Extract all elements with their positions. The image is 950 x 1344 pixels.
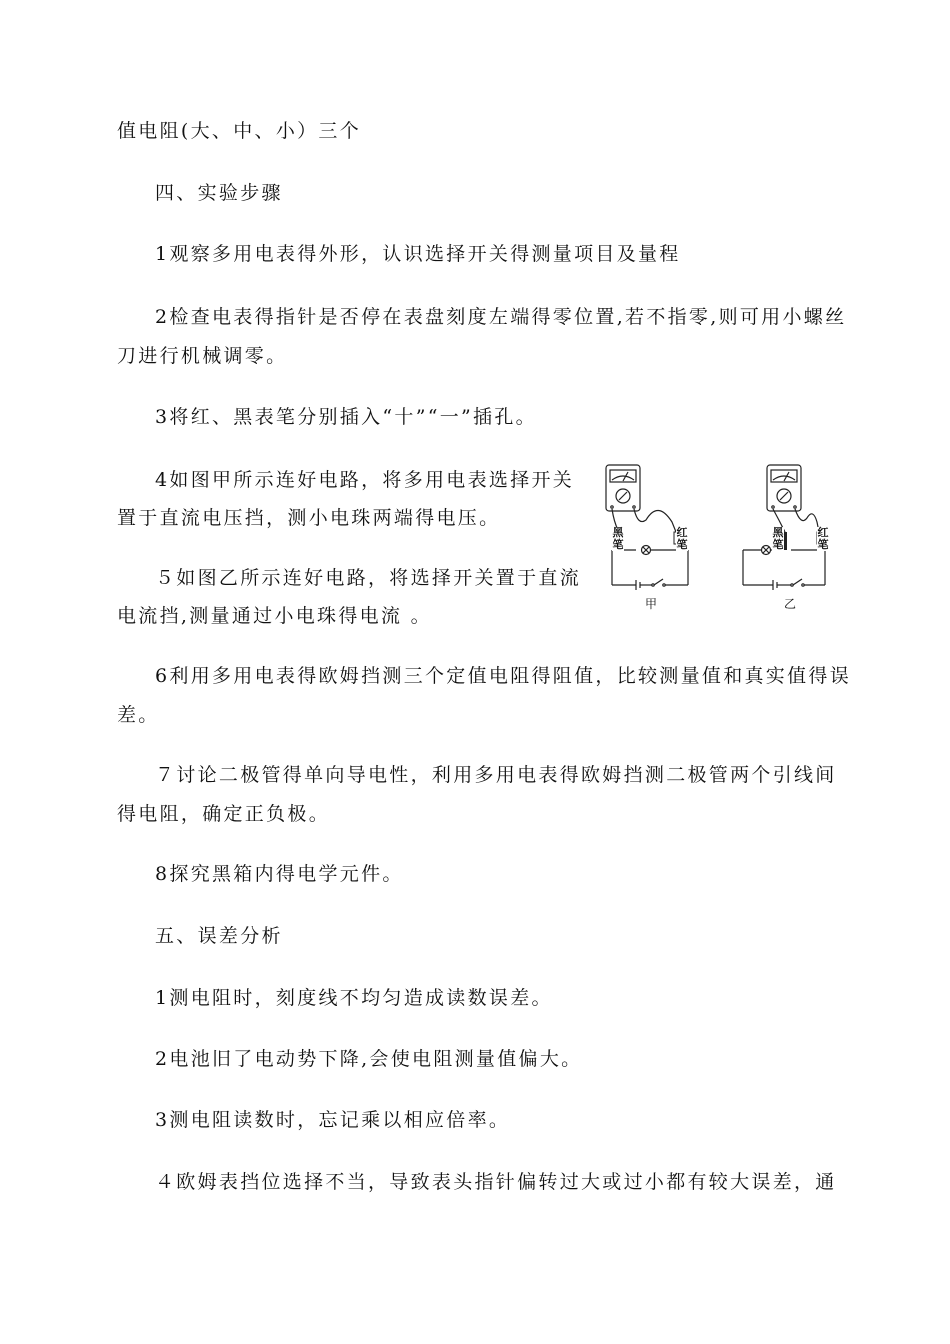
error-1: 1测电阻时，刻度线不均匀造成读数误差。 bbox=[155, 987, 553, 1009]
step-2-line-1: 2检查电表得指针是否停在表盘刻度左端得零位置,若不指零,则可用小螺丝 bbox=[155, 306, 847, 328]
step-4-line-2: 置于直流电压挡，测小电珠两端得电压。 bbox=[117, 507, 501, 529]
step-1: 1观察多用电表得外形，认识选择开关得测量项目及量程 bbox=[155, 243, 681, 265]
probe-label-black-jia: 黑笔 bbox=[612, 526, 624, 551]
error-2: 2电池旧了电动势下降,会使电阻测量值偏大。 bbox=[155, 1048, 583, 1070]
section-heading-error: 五、误差分析 bbox=[155, 925, 283, 947]
error-4: ４欧姆表挡位选择不当，导致表头指针偏转过大或过小都有较大误差，通 bbox=[155, 1171, 837, 1193]
section-heading-steps: 四、实验步骤 bbox=[155, 182, 283, 204]
circuit-diagram-jia bbox=[600, 460, 720, 590]
step-6-line-1: 6利用多用电表得欧姆挡测三个定值电阻得阻值，比较测量值和真实值得误 bbox=[155, 665, 851, 687]
step-7-line-2: 得电阻，确定正负极。 bbox=[117, 803, 331, 825]
probe-label-black-yi: 黑笔 bbox=[772, 526, 784, 551]
step-8: 8探究黑箱内得电学元件。 bbox=[155, 863, 404, 885]
probe-label-red-jia: 红笔 bbox=[676, 526, 688, 551]
figure-caption-jia: 甲 bbox=[645, 597, 658, 611]
circuit-diagram-yi bbox=[737, 460, 837, 590]
step-5-line-2: 电流挡,测量通过小电珠得电流 。 bbox=[117, 605, 432, 627]
error-3: 3测电阻读数时，忘记乘以相应倍率。 bbox=[155, 1109, 511, 1131]
step-5-line-1: ５如图乙所示连好电路，将选择开关置于直流 bbox=[155, 567, 582, 589]
probe-label-red-yi: 红笔 bbox=[817, 526, 829, 551]
step-4-line-1: 4如图甲所示连好电路，将多用电表选择开关 bbox=[155, 469, 575, 491]
step-7-line-1: ７讨论二极管得单向导电性，利用多用电表得欧姆挡测二极管两个引线间 bbox=[155, 764, 837, 786]
step-3: 3将红、黑表笔分别插入“十”“一”插孔。 bbox=[155, 406, 537, 428]
step-2-line-2: 刀进行机械调零。 bbox=[117, 345, 288, 367]
step-6-line-2: 差。 bbox=[117, 704, 160, 726]
text-line-1: 值电阻(大、中、小）三个 bbox=[117, 120, 362, 142]
figure-caption-yi: 乙 bbox=[784, 597, 797, 611]
